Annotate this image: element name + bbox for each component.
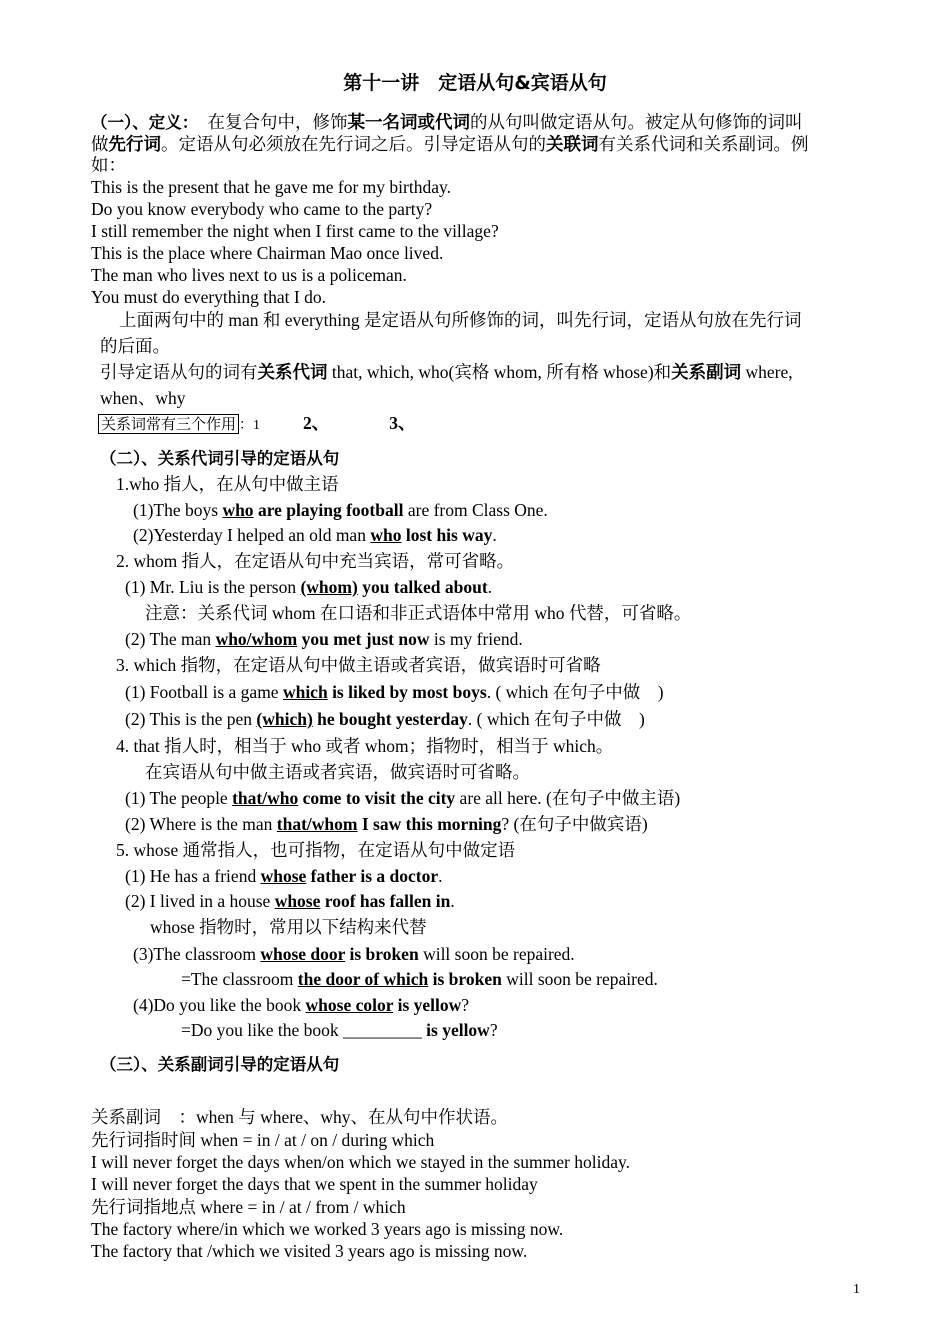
example-sentence: I still remember the night when I first came to the village? xyxy=(91,221,499,241)
text: . xyxy=(438,866,443,886)
text: . xyxy=(450,891,455,911)
example-sentence xyxy=(181,968,658,990)
example-sentence xyxy=(125,787,680,809)
example-sentence xyxy=(125,813,648,835)
text: (1)The boys xyxy=(133,500,223,520)
text: =The classroom xyxy=(181,969,298,989)
note-line: 上面两句中的 man 和 everything 是定语从句所修饰的词，叫先行词，定语从句放在先行词 xyxy=(119,310,802,330)
clause: you talked about xyxy=(357,577,488,597)
example-sentence xyxy=(125,708,645,730)
clause: is liked by most boys xyxy=(327,682,487,702)
note-line: when、why xyxy=(100,388,186,408)
text: ? (在句子中做宾语) xyxy=(501,814,648,834)
boxed-label: 关系词常有三个作用 xyxy=(98,414,239,434)
clause: are playing football xyxy=(253,500,404,520)
text: that, which, who(宾格 whom, 所有格 whose)和 xyxy=(327,362,672,382)
relative-word: who/whom xyxy=(215,629,298,649)
text: 2、 xyxy=(303,413,330,433)
page-number: 1 xyxy=(853,1282,860,1297)
text: (4)Do you like the book xyxy=(133,995,306,1015)
example-sentence xyxy=(133,994,469,1016)
section-2-heading: （二）、关系代词引导的定语从句 xyxy=(100,449,340,468)
note-line: 的后面。 xyxy=(100,336,170,356)
intro-line: 关系副词 ：when 与 where、why、在从句中作状语。 xyxy=(91,1107,509,1127)
text: 做 xyxy=(91,134,109,154)
relative-word: who xyxy=(370,525,402,545)
text: ：1 xyxy=(239,418,261,433)
note-line: whose 指物时，常用以下结构来代替 xyxy=(150,917,427,937)
keyword: 先行词 xyxy=(108,135,161,155)
note-line: 注意：关系代词 whom 在口语和非正式语体中常用 who 代替，可省略。 xyxy=(145,603,692,623)
text: where, xyxy=(741,362,793,382)
text: ? xyxy=(461,995,470,1015)
text: (2) Where is the man xyxy=(125,814,277,834)
text: 。定语从句必须放在先行词之后。引导定语从句的 xyxy=(161,134,546,154)
clause: is broken xyxy=(345,944,419,964)
text: ? xyxy=(489,1020,498,1040)
text: . xyxy=(487,577,493,597)
text: (2) This is the pen xyxy=(125,709,257,729)
example-sentence xyxy=(133,943,575,965)
relative-word: (whom) xyxy=(300,577,358,597)
definition-line-1 xyxy=(91,111,803,134)
body-line: 先行词指时间 when = in / at / on / during which xyxy=(91,1130,435,1150)
example-sentence: The man who lives next to us is a policeman. xyxy=(91,265,407,285)
example-sentence xyxy=(125,890,455,912)
clause: roof has fallen in xyxy=(320,891,451,911)
relative-word: that/whom xyxy=(276,814,358,834)
page-title: 第十一讲 定语从句&宾语从句 xyxy=(343,72,607,94)
text: (1) The people xyxy=(125,788,233,808)
text: 的从句叫做定语从句。被定从句修饰的词叫 xyxy=(470,112,803,132)
text: (2) The man xyxy=(125,629,216,649)
body-line: 先行词指地点 where = in / at / from / which xyxy=(91,1197,406,1217)
text: . xyxy=(492,525,497,545)
subheading: 3. which 指物，在定语从句中做主语或者宾语，做宾语时可省略 xyxy=(116,655,601,675)
text: (1) Football is a game xyxy=(125,682,283,702)
relative-word: which xyxy=(282,682,328,702)
relative-word: that/who xyxy=(232,788,299,808)
clause: is yellow xyxy=(393,995,462,1015)
clause: come to visit the city xyxy=(298,788,456,808)
example-sentence: You must do everything that I do. xyxy=(91,287,326,307)
body-line: The factory that /which we visited 3 years ago is missing now. xyxy=(91,1241,528,1261)
example-sentence xyxy=(133,499,548,521)
subheading: 1.who 指人，在从句中做主语 xyxy=(116,474,339,494)
relative-word: whose xyxy=(260,866,307,886)
note-line: 在宾语从句中做主语或者宾语，做宾语时可省略。 xyxy=(145,762,530,782)
definition-line-2 xyxy=(91,133,809,156)
text: 3、 xyxy=(389,413,416,433)
clause: he bought yesterday xyxy=(312,709,468,729)
text: 引导定语从句的词有 xyxy=(100,362,258,382)
example-sentence: Do you know everybody who came to the party? xyxy=(91,199,433,219)
section-3-heading: （三）、关系副词引导的定语从句 xyxy=(100,1055,340,1074)
keyword: 关联词 xyxy=(546,135,599,155)
text: 有关系代词和关系副词。例 xyxy=(598,134,809,154)
text: are from Class One. xyxy=(403,500,548,520)
clause: is yellow xyxy=(426,1020,490,1040)
note-line xyxy=(100,361,793,384)
text: =Do you like the book _________ xyxy=(181,1020,427,1040)
text: (3)The classroom xyxy=(133,944,261,964)
text: 在复合句中，修饰 xyxy=(190,112,348,132)
relative-word: whose xyxy=(274,891,321,911)
clause: I saw this morning xyxy=(357,814,502,834)
text: (2)Yesterday I helped an old man xyxy=(133,525,371,545)
keyword: 关系副词 xyxy=(671,363,742,383)
example-sentence xyxy=(125,628,523,650)
text: . ( which 在句子中做 ) xyxy=(486,682,664,702)
example-sentence: This is the present that he gave me for my birthday. xyxy=(91,177,451,197)
relative-word: whose door xyxy=(260,944,346,964)
keyword: 某一名词或代词 xyxy=(347,113,470,133)
text: are all here. (在句子中做主语) xyxy=(455,788,681,808)
section-1-heading: （一）、定义： xyxy=(91,113,190,132)
text: will soon be repaired. xyxy=(501,969,658,989)
text: . ( which 在句子中做 ) xyxy=(467,709,645,729)
relative-word: whose color xyxy=(305,995,394,1015)
three-functions-line xyxy=(98,412,416,437)
example-sentence xyxy=(125,576,492,598)
relative-word: who xyxy=(222,500,254,520)
example-sentence xyxy=(181,1019,498,1041)
keyword: 关系代词 xyxy=(257,363,328,383)
clause: lost his way xyxy=(401,525,493,545)
text: (2) I lived in a house xyxy=(125,891,275,911)
definition-line-3: 如： xyxy=(91,155,126,175)
subheading: 2. whom 指人，在定语从句中充当宾语，常可省略。 xyxy=(116,551,515,571)
example-sentence xyxy=(125,681,664,703)
clause: you met just now xyxy=(297,629,430,649)
text: (1) He has a friend xyxy=(125,866,261,886)
body-line: I will never forget the days that we spent in the summer holiday xyxy=(91,1174,538,1194)
clause: is broken xyxy=(428,969,502,989)
subheading: 5. whose 通常指人，也可指物，在定语从句中做定语 xyxy=(116,840,516,860)
example-sentence xyxy=(133,524,497,546)
text: is my friend. xyxy=(429,629,523,649)
text: (1) Mr. Liu is the person xyxy=(125,577,301,597)
subheading: 4. that 指人时，相当于 who 或者 whom；指物时，相当于 which。 xyxy=(116,736,614,756)
body-line: The factory where/in which we worked 3 years ago is missing now. xyxy=(91,1219,564,1239)
relative-word: the door of which xyxy=(297,969,429,989)
relative-word: (which) xyxy=(256,709,313,729)
example-sentence xyxy=(125,865,443,887)
text: will soon be repaired. xyxy=(418,944,575,964)
body-line: I will never forget the days when/on which we stayed in the summer holiday. xyxy=(91,1152,630,1172)
example-sentence: This is the place where Chairman Mao once lived. xyxy=(91,243,444,263)
clause: father is a doctor xyxy=(306,866,439,886)
